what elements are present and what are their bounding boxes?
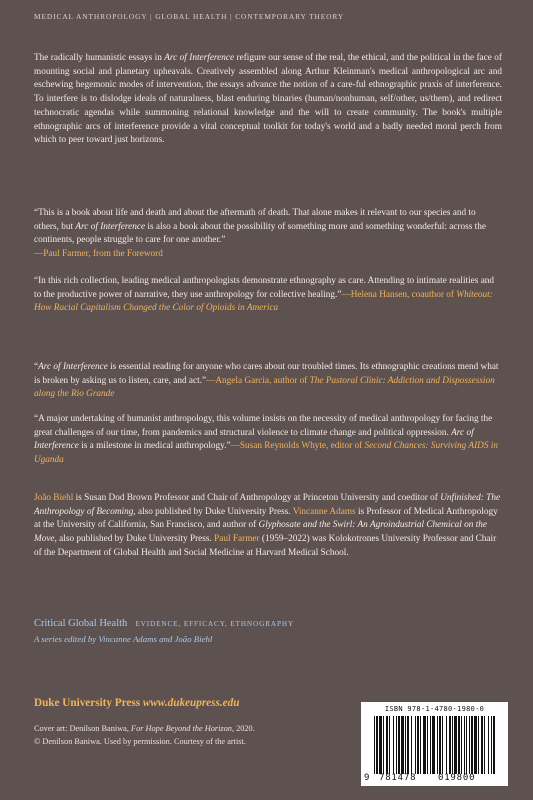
barcode-bar: [383, 716, 384, 774]
barcode-bar: [461, 716, 462, 774]
endorsement-attribution: —Angela Garcia, author of The Pastoral Clinic: Addiction and Dispossession along the Rio Grande: [34, 375, 495, 400]
barcode-bar: [386, 716, 388, 774]
barcode-bar: [376, 716, 378, 774]
endorsement-quote: “Arc of Interference is essential reading for anyone who cares about our troubled times. Its ethnographic creations mend what is broken by asking us to listen, care, and act.”—Angela Garcia, author of The Pastoral Clinic: Addiction and Dispossession along the Rio Grande: [34, 362, 499, 400]
series-tagline: EVIDENCE, EFFICACY, ETHNOGRAPHY: [135, 620, 295, 628]
barcode-bar: [401, 716, 404, 774]
barcode-bar: [481, 716, 483, 774]
barcode-bar: [398, 716, 400, 774]
barcode-bar: [405, 716, 406, 774]
barcode-bar: [379, 716, 382, 774]
barcode-bar: [478, 716, 479, 774]
barcode-bar: [407, 716, 409, 774]
barcode-bar: [446, 716, 447, 774]
barcode-bar: [458, 716, 460, 774]
barcode-bar: [493, 716, 495, 774]
barcode-bar: [452, 716, 453, 774]
barcode-bar: [374, 716, 375, 774]
barcode-bar: [471, 716, 473, 774]
barcode-bar: [423, 716, 426, 774]
barcode-bar: [449, 716, 451, 774]
barcode-bar: [432, 716, 435, 774]
book-description: The radically humanistic essays in Arc of Interference refigure our sense of the real, the ethical, and the political in the face of mounting social and planetary upheavals. Creatively assembled along Arthur Kleinman's medical anthropological arc and eschewing hegemonic modes of intervention, the essays advance the notion of a care-ful ethnographic praxis of interference. To interfere is to dislodge ideals of naturalness, blast enduring binaries (human/nonhuman, self/other, us/them), and redirect technocratic agendas while summoning relational knowledge and the will to create community. The book's multiple ethnographic arcs of interference provide a vital conceptual toolkit for today's world and a badly needed moral perch from which to peer toward just horizons.: [34, 53, 502, 146]
endorsement-quote: “A major undertaking of humanist anthropology, this volume insists on the necessity of medical anthropology for facing the great challenges of our time, from pandemics and structural violence to climate change and political oppression. Arc of Interference is a milestone in medical anthropology.”—Susan Reynolds Whyte, editor of Second Chances: Surviving AIDS in Uganda: [34, 414, 498, 466]
barcode-bar: [474, 716, 477, 774]
barcode-bar: [469, 716, 470, 774]
endorsement-attribution: —Helena Hansen, coauthor of Whiteout: How Racial Capitalism Changed the Color of Opioids in America: [34, 289, 493, 314]
barcode-icon: [372, 716, 497, 774]
barcode-bar: [484, 716, 485, 774]
cover-art-credit: Cover art: Denilson Baniwa, For Hope Beyond the Horizon, 2020. © Denilson Baniwa. Used by permission. Courtesy of the artist.: [34, 724, 255, 746]
publisher-url: www.dukeupress.edu: [142, 697, 240, 709]
isbn-barcode: ISBN 978-1-4780-1980-0 9 781478 019800: [361, 702, 508, 786]
barcode-bar: [491, 716, 492, 774]
barcode-bar: [415, 716, 416, 774]
series-name: Critical Global Health: [34, 618, 128, 629]
barcode-bar: [411, 716, 412, 774]
barcode-bar: [466, 716, 467, 774]
barcode-bar: [454, 716, 457, 774]
isbn-label: ISBN 978-1-4780-1980-0: [384, 705, 485, 713]
barcode-bar: [488, 716, 489, 774]
barcode-bar: [389, 716, 390, 774]
author-bios: João Biehl is Susan Dod Brown Professor and Chair of Anthropology at Princeton University and coeditor of Unfinished: The Anthropology of Becoming, also published by Duke University Press. Vincanne Adams is Professor of Medical Anthropology at the University of California, San Francisco, and author of Glyphosate and the Swirl: An Agroindustrial Chemical on the Move, also published by Duke University Press. Paul Farmer (1959–2022) was Kolokotrones University Professor and Chair of the Department of Global Health and Social Medicine at Harvard Medical School.: [34, 493, 501, 558]
barcode-bar: [417, 716, 419, 774]
author-name: Paul Farmer: [214, 534, 260, 545]
barcode-bar: [442, 716, 443, 774]
barcode-bar: [439, 716, 441, 774]
barcode-bar: [464, 716, 465, 774]
barcode-bar: [393, 716, 394, 774]
author-name: Vincanne Adams: [292, 506, 356, 517]
series-editors: A series edited by Vincanne Adams and João Biehl: [34, 634, 213, 644]
category-header: MEDICAL ANTHROPOLOGY | GLOBAL HEALTH | CONTEMPORARY THEORY: [34, 12, 345, 21]
series-info: [34, 613, 502, 644]
barcode-bar: [396, 716, 397, 774]
endorsement-attribution: —Susan Reynolds Whyte, editor of Second Chances: Surviving AIDS in Uganda: [34, 441, 498, 466]
author-name: João Biehl: [34, 493, 74, 503]
endorsement-quote: “This is a book about life and death and about the aftermath of death. That alone makes it relevant to our species and to others, but Arc of Interference is also a book about the possibility of something more and something wonderful: across the continents, people struggle to care for one another.” —Paul Farmer, from the Foreword: [34, 208, 486, 260]
publisher-line: Duke University Press www.dukeupress.edu: [34, 697, 240, 709]
barcode-bar: [420, 716, 421, 774]
barcode-bar: [437, 716, 438, 774]
barcode-bar: [427, 716, 428, 774]
endorsement-attribution: —Paul Farmer, from the Foreword: [34, 249, 163, 260]
endorsement-quote: “In this rich collection, leading medical anthropologists demonstrate ethnography as care. Attending to intimate realities and to the productive power of narrative, they use anthropology for collective healing.”—Helena Hansen, coauthor of Whiteout: How Racial Capitalism Changed the Color of Opioids in America: [34, 276, 495, 314]
barcode-bar: [430, 716, 431, 774]
